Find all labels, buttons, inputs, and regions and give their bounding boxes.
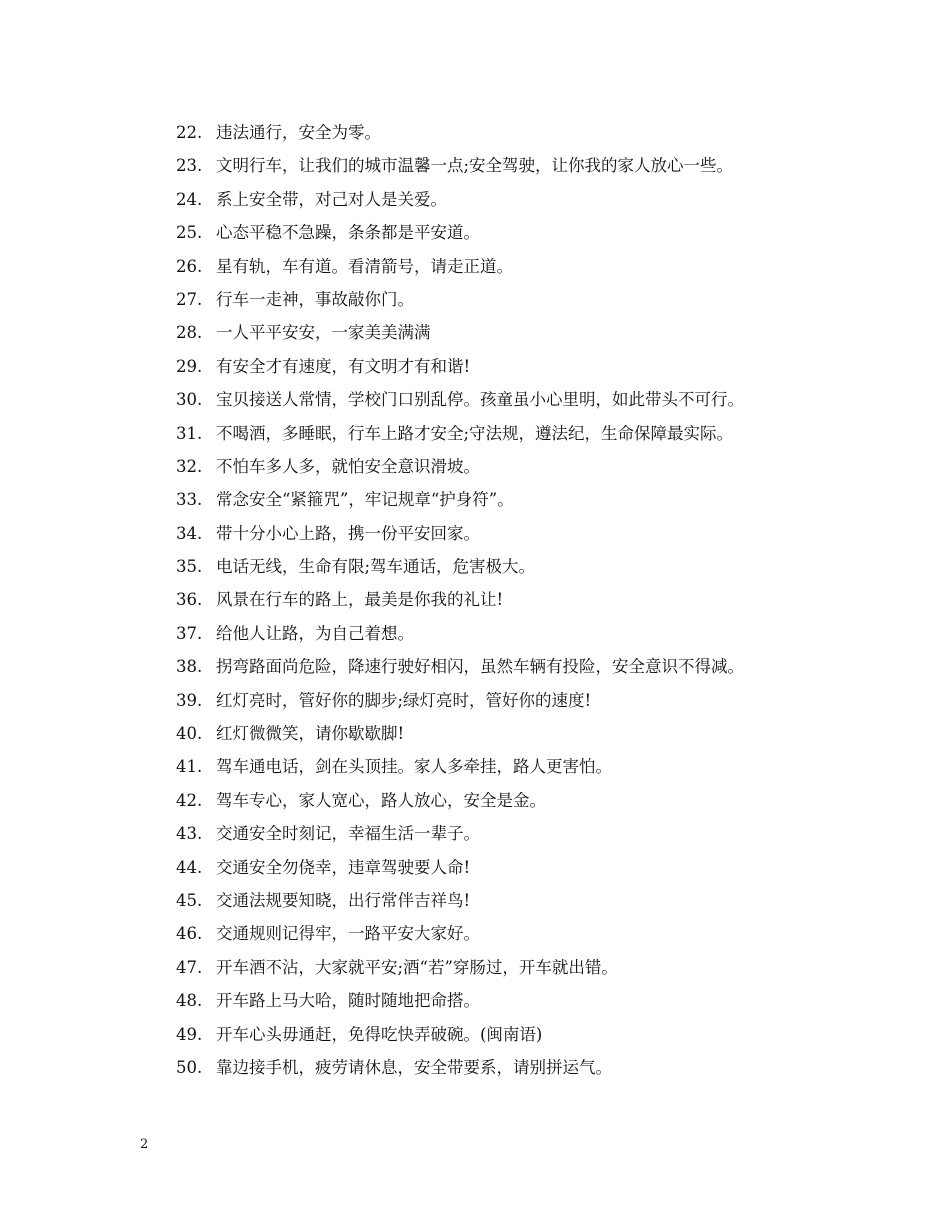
slogan-item <box>176 450 876 483</box>
slogan-number: 25. <box>176 223 203 243</box>
slogan-item <box>176 550 876 583</box>
slogan-number: 24. <box>176 189 203 209</box>
slogan-item <box>176 116 876 149</box>
slogan-text: 开车酒不沾，大家就平安;酒“若”穿肠过，开车就出错。 <box>216 957 618 977</box>
slogan-number: 40. <box>176 724 203 744</box>
slogan-number: 45. <box>176 890 203 910</box>
slogan-number: 27. <box>176 289 203 309</box>
slogan-item <box>176 417 876 450</box>
slogan-text: 常念安全“紧箍咒”，牢记规章“护身符”。 <box>216 490 514 510</box>
slogan-text: 一人平平安安，一家美美满满 <box>216 323 431 343</box>
slogan-text: 驾车专心，家人宽心，路人放心，安全是金。 <box>216 790 546 810</box>
slogan-text: 开车心头毋通赶，免得吃快弄破碗。(闽南语) <box>216 1024 543 1044</box>
slogan-text: 违法通行，安全为零。 <box>216 123 381 142</box>
slogan-number: 48. <box>176 991 203 1011</box>
slogan-item <box>176 617 876 650</box>
slogan-text: 交通法规要知晓，出行常伴吉祥鸟! <box>216 890 471 910</box>
slogan-item <box>176 283 876 316</box>
slogan-number: 50. <box>176 1057 203 1077</box>
slogan-text: 风景在行车的路上，最美是你我的礼让! <box>216 590 504 610</box>
slogan-item <box>176 951 876 984</box>
slogan-number: 46. <box>176 924 203 944</box>
slogan-text: 红灯微微笑，请你歇歇脚! <box>216 724 405 744</box>
slogan-number: 39. <box>176 690 203 710</box>
slogan-text: 星有轨，车有道。看清箭号，请走正道。 <box>216 256 513 276</box>
slogan-number: 41. <box>176 757 203 777</box>
slogan-number: 38. <box>176 657 203 677</box>
slogan-number: 28. <box>176 323 203 343</box>
slogan-number: 22. <box>176 123 203 142</box>
slogan-text: 不喝酒，多睡眠，行车上路才安全;守法规，遵法纪，生命保障最实际。 <box>216 423 734 443</box>
slogan-text: 不怕车多人多，就怕安全意识滑坡。 <box>216 456 480 476</box>
slogan-number: 31. <box>176 423 203 443</box>
slogan-item <box>176 984 876 1017</box>
slogan-text: 带十分小心上路，携一份平安回家。 <box>216 523 480 543</box>
slogan-text: 交通规则记得牢，一路平安大家好。 <box>216 924 480 944</box>
slogan-item <box>176 383 876 416</box>
slogan-item <box>176 917 876 950</box>
slogan-item <box>176 750 876 783</box>
slogan-item <box>176 183 876 216</box>
slogan-text: 心态平稳不急躁，条条都是平安道。 <box>216 223 480 243</box>
slogan-text: 开车路上马大哈，随时随地把命搭。 <box>216 991 480 1011</box>
slogan-item <box>176 684 876 717</box>
slogan-number: 49. <box>176 1024 203 1044</box>
slogan-text: 红灯亮时，管好你的脚步;绿灯亮时，管好你的速度! <box>216 690 592 710</box>
slogan-text: 宝贝接送人常情，学校门口别乱停。孩童虽小心里明，如此带头不可行。 <box>216 390 744 410</box>
slogan-item <box>176 1018 876 1051</box>
slogan-item <box>176 483 876 516</box>
slogan-text: 文明行车，让我们的城市温馨一点;安全驾驶，让你我的家人放心一些。 <box>216 156 734 176</box>
slogan-text: 拐弯路面尚危险，降速行驶好相闪，虽然车辆有投险，安全意识不得减。 <box>216 657 744 677</box>
slogan-item <box>176 583 876 616</box>
slogan-number: 29. <box>176 356 203 376</box>
slogan-item <box>176 650 876 683</box>
slogan-number: 33. <box>176 490 203 510</box>
slogan-number: 35. <box>176 557 203 577</box>
slogan-item <box>176 717 876 750</box>
slogan-item <box>176 350 876 383</box>
slogan-item <box>176 817 876 850</box>
slogan-text: 行车一走神，事故敲你门。 <box>216 289 414 309</box>
slogan-number: 30. <box>176 390 203 410</box>
slogan-item <box>176 517 876 550</box>
slogan-text: 系上安全带，对己对人是关爱。 <box>216 189 447 209</box>
slogan-number: 32. <box>176 456 203 476</box>
slogan-item <box>176 884 876 917</box>
slogan-text: 电话无线，生命有限;驾车通话，危害极大。 <box>216 557 536 577</box>
slogan-number: 37. <box>176 623 203 643</box>
slogan-number: 23. <box>176 156 203 176</box>
slogan-item <box>176 316 876 349</box>
slogan-text: 驾车通电话，剑在头顶挂。家人多牵挂，路人更害怕。 <box>216 757 612 777</box>
page-number: 2 <box>140 1137 149 1152</box>
slogan-item <box>176 149 876 182</box>
slogan-item <box>176 784 876 817</box>
slogan-number: 26. <box>176 256 203 276</box>
slogan-list <box>176 116 876 1084</box>
slogan-item <box>176 1051 876 1084</box>
slogan-item <box>176 851 876 884</box>
slogan-text: 交通安全时刻记，幸福生活一辈子。 <box>216 824 480 844</box>
slogan-text: 给他人让路，为自己着想。 <box>216 623 414 643</box>
slogan-number: 42. <box>176 790 203 810</box>
slogan-text: 交通安全勿侥幸，违章驾驶要人命! <box>216 857 471 877</box>
slogan-item <box>176 250 876 283</box>
slogan-number: 47. <box>176 957 203 977</box>
slogan-text: 有安全才有速度，有文明才有和谐! <box>216 356 471 376</box>
slogan-text: 靠边接手机，疲劳请休息，安全带要系，请别拼运气。 <box>216 1057 612 1077</box>
slogan-number: 36. <box>176 590 203 610</box>
slogan-item <box>176 216 876 249</box>
slogan-number: 34. <box>176 523 203 543</box>
slogan-number: 44. <box>176 857 203 877</box>
slogan-number: 43. <box>176 824 203 844</box>
